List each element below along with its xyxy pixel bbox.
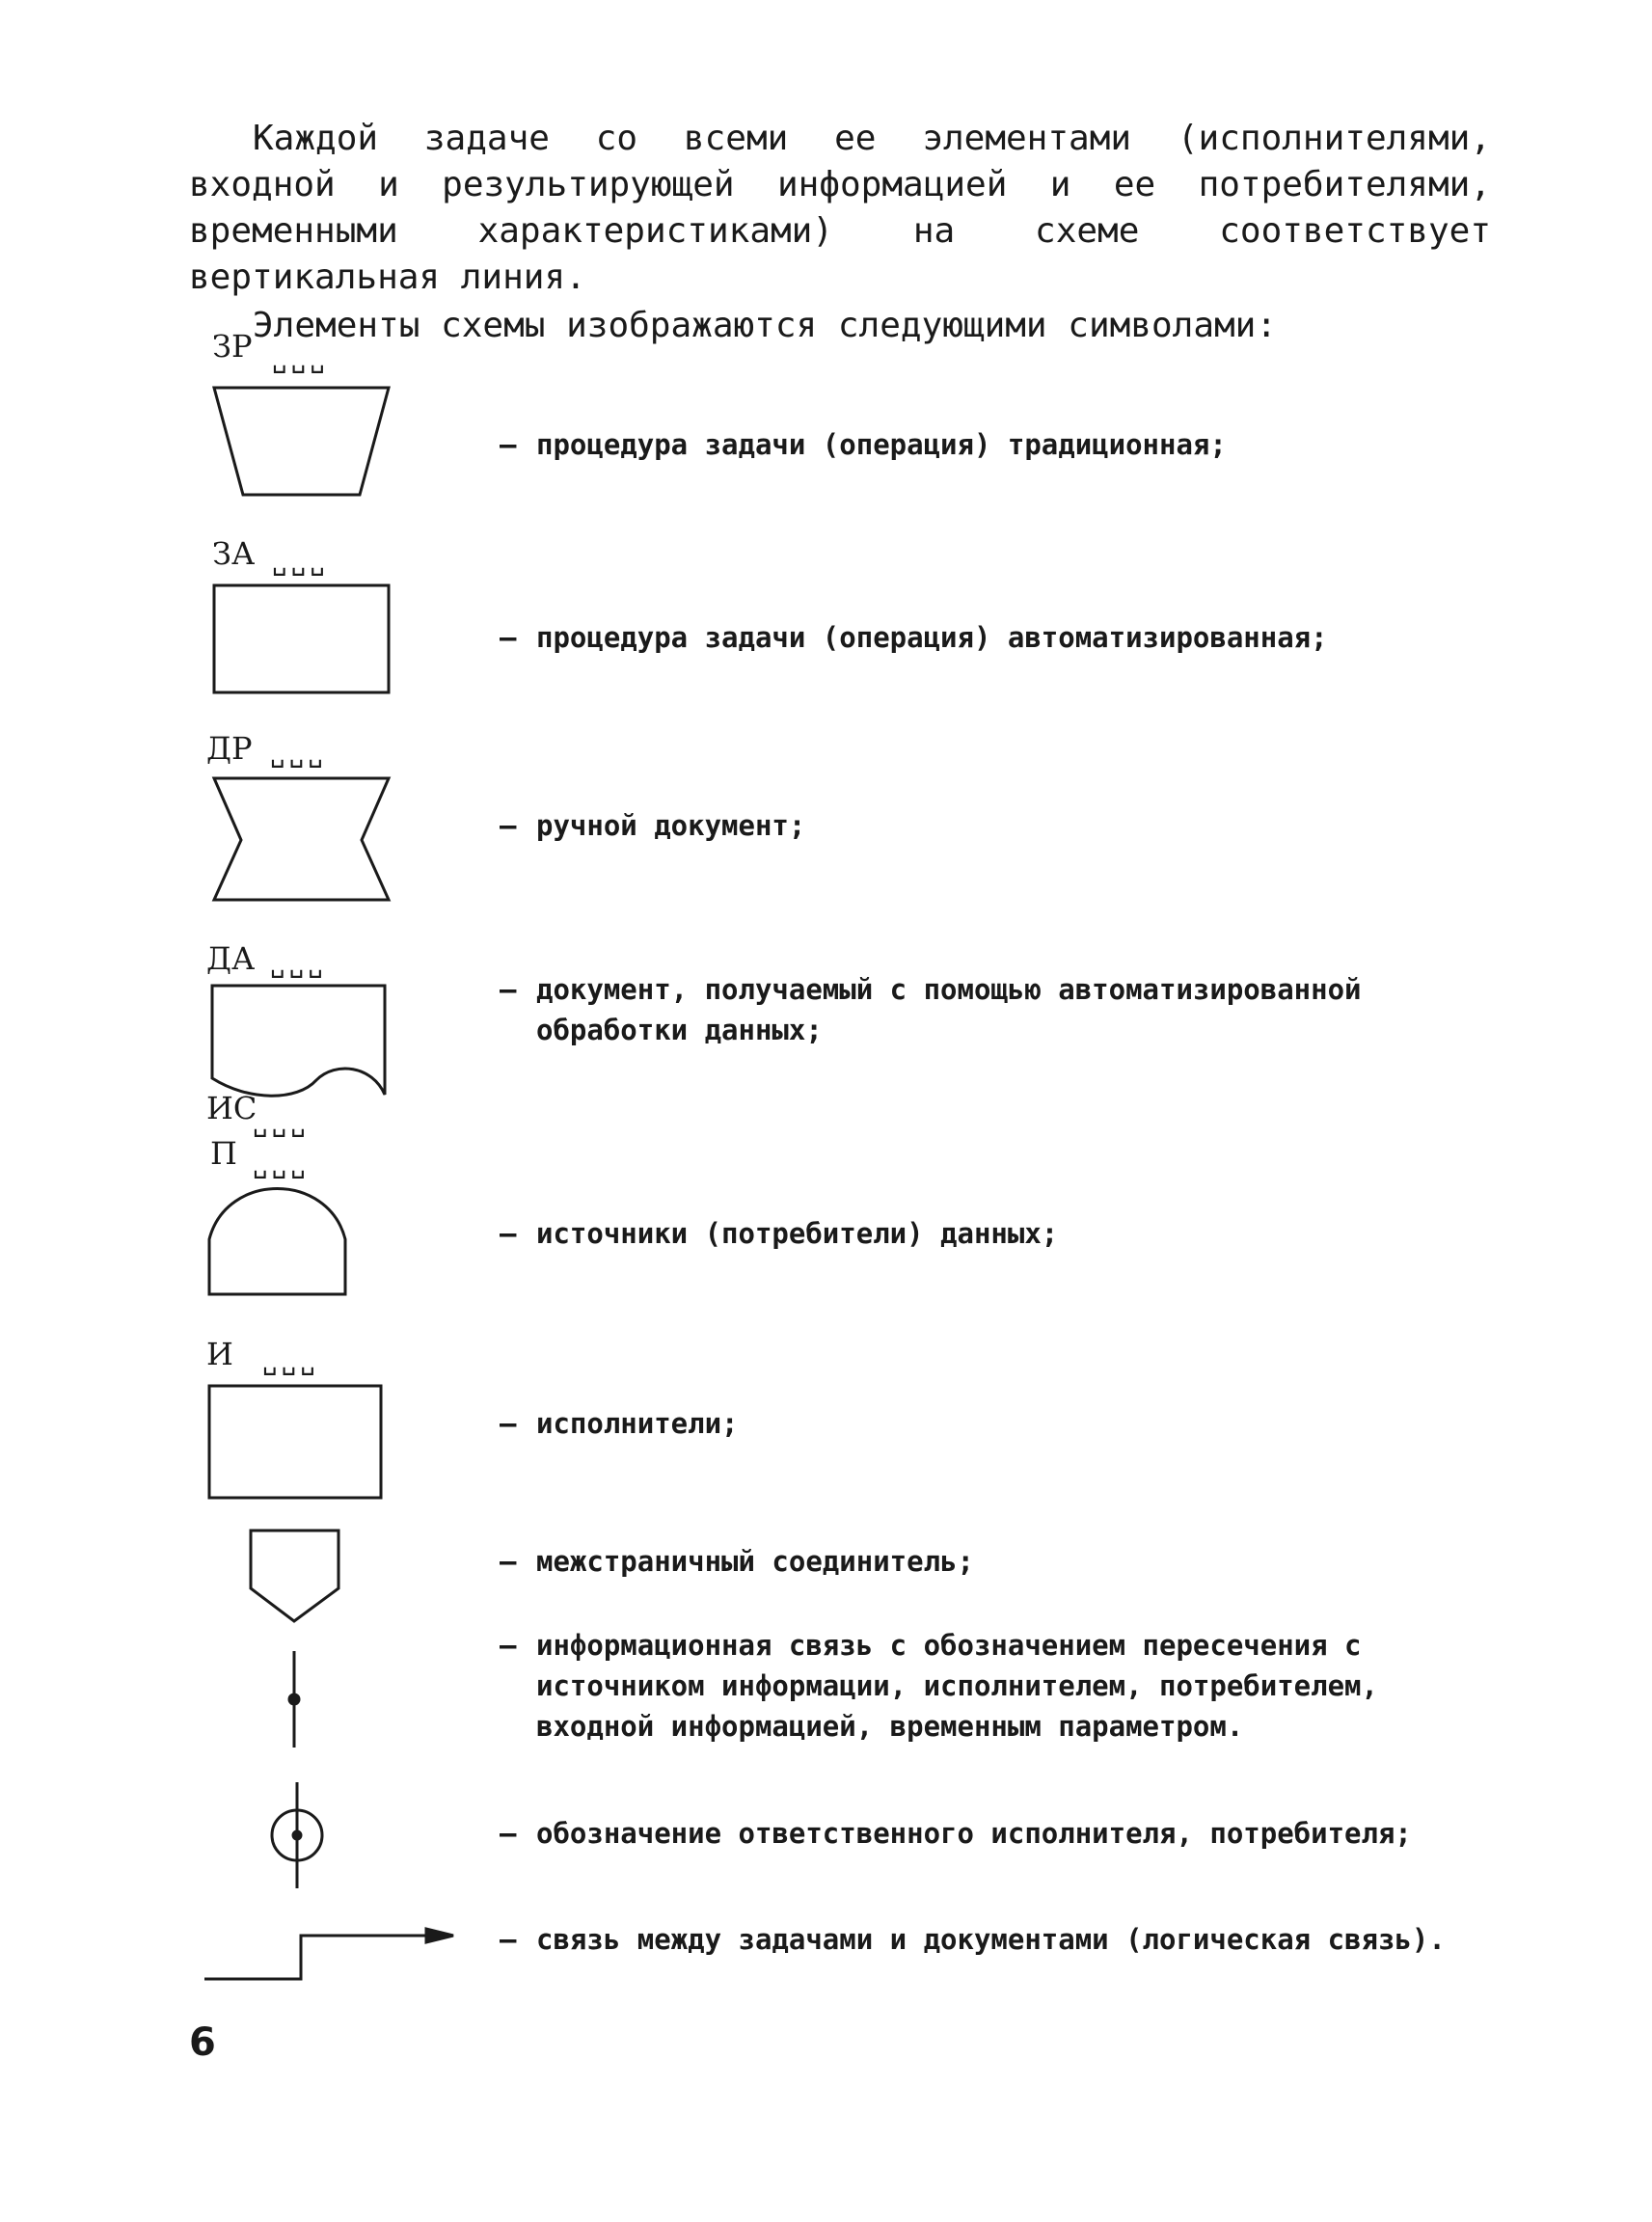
legend-item-manual-document: – ручной документ; bbox=[500, 809, 806, 842]
automated-document-symbol bbox=[210, 984, 389, 1099]
symbol-code-dr: ДР bbox=[206, 730, 253, 767]
logical-link-symbol bbox=[204, 1921, 455, 1989]
blank-marks: ␣␣␣ bbox=[270, 740, 327, 769]
legend-item-information-link: – информационная связь с обозначением пересечения с источником информации, исполнителем, потребителем, входной информацией, временным параметром. bbox=[500, 1629, 1378, 1743]
symbol-code-da: ДА bbox=[206, 940, 256, 977]
information-link-symbol bbox=[280, 1651, 309, 1748]
traditional-procedure-symbol bbox=[212, 386, 391, 497]
legend-item-logical-link: – связь между задачами и документами (логическая связь). bbox=[500, 1923, 1446, 1956]
legend-item-automated-document: – документ, получаемый с помощью автоматизированной обработки данных; bbox=[500, 973, 1362, 1046]
blank-marks: ␣␣␣ bbox=[272, 548, 329, 577]
intro-text bbox=[189, 116, 1491, 349]
automated-procedure-symbol bbox=[212, 583, 391, 694]
intro-paragraph-2: Элементы схемы изображаются следующими символами: bbox=[253, 306, 1278, 345]
symbol-code-za: ЗА bbox=[212, 535, 256, 572]
symbol-code-i: И bbox=[206, 1336, 233, 1372]
blank-marks: ␣␣␣ bbox=[272, 345, 329, 374]
symbol-code-p: П bbox=[210, 1135, 237, 1172]
legend-item-automated-procedure: – процедура задачи (операция) автоматизированная; bbox=[500, 621, 1328, 654]
blank-marks: ␣␣␣ bbox=[253, 1109, 310, 1138]
data-source-symbol bbox=[207, 1186, 347, 1297]
legend-item-executors: – исполнители; bbox=[500, 1407, 739, 1440]
blank-marks: ␣␣␣ bbox=[262, 1347, 319, 1376]
executor-symbol bbox=[207, 1384, 383, 1500]
blank-marks: ␣␣␣ bbox=[253, 1151, 310, 1179]
symbol-code-zr: ЗР bbox=[212, 328, 253, 365]
legend-item-traditional-procedure: – процедура задачи (операция) традиционная; bbox=[500, 428, 1227, 461]
legend-item-off-page-connector: – межстраничный соединитель; bbox=[500, 1545, 974, 1578]
off-page-connector-symbol bbox=[249, 1529, 340, 1623]
manual-document-symbol bbox=[212, 776, 391, 902]
legend-item-data-sources: – источники (потребители) данных; bbox=[500, 1217, 1059, 1250]
responsible-executor-symbol bbox=[268, 1782, 326, 1888]
intro-paragraph-1: Каждой задаче со всеми ее элементами (исполнителями, входной и результирующей информацией и ее потребителями, временными характеристиками) на схеме соответствует вертикальная линия. bbox=[189, 119, 1491, 297]
symbol-code-is: ИС bbox=[206, 1090, 257, 1126]
blank-marks: ␣␣␣ bbox=[270, 950, 327, 979]
legend-item-responsible-executor: – обозначение ответственного исполнителя, потребителя; bbox=[500, 1817, 1412, 1850]
page-number: 6 bbox=[189, 2020, 216, 2065]
